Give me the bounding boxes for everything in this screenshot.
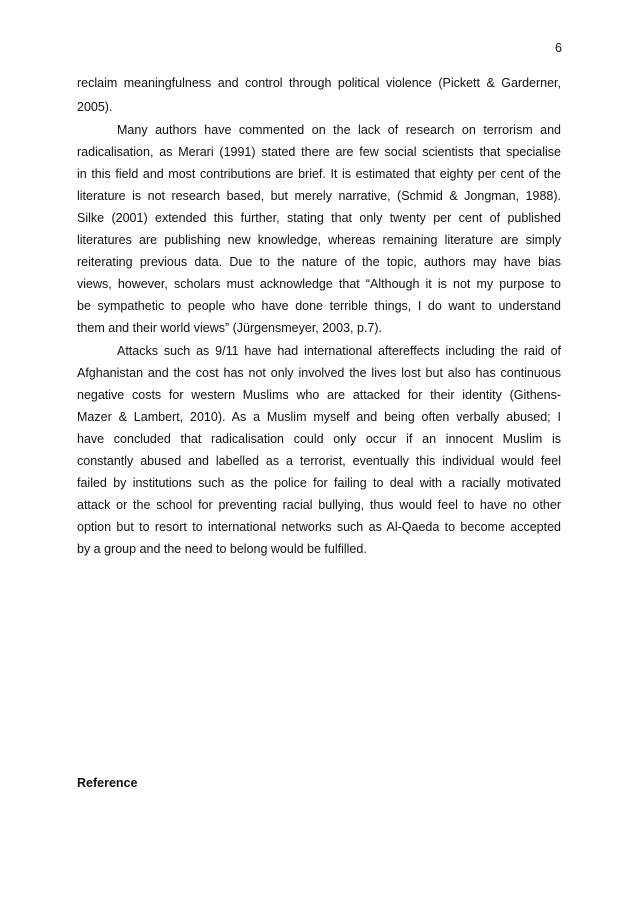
body-text-line: have concluded that radicalisation could only occur if an innocent Muslim is <box>77 432 561 446</box>
body-text-line: views, however, scholars must acknowledge that “Although it is not my purpose to <box>77 277 561 291</box>
body-text-line: radicalisation, as Merari (1991) stated there are few social scientists that specialise <box>77 145 561 159</box>
body-text-line: be sympathetic to people who have done terrible things, I do want to understand <box>77 299 561 313</box>
body-text-line: failed by institutions such as the police for failing to deal with a racially motivated <box>77 476 561 490</box>
page-number: 6 <box>555 41 562 55</box>
body-text-line: in this field and most contributions are brief. It is estimated that eighty per cent of the <box>77 167 561 181</box>
body-text-line: Many authors have commented on the lack of research on terrorism and <box>117 123 561 137</box>
body-text-line: attack or the school for preventing racial bullying, thus would feel to have no other <box>77 498 561 512</box>
body-text-line: Silke (2001) extended this further, stating that only twenty per cent of published <box>77 211 561 225</box>
body-text-line: literatures are publishing new knowledge, whereas remaining literature are simply <box>77 233 561 247</box>
body-text-line: option but to resort to international networks such as Al-Qaeda to become accepted <box>77 520 561 534</box>
body-text-line: Afghanistan and the cost has not only involved the lives lost but also has continuous <box>77 366 561 380</box>
body-text-line: by a group and the need to belong would be fulfilled. <box>77 542 367 556</box>
body-text-line: reclaim meaningfulness and control through political violence (Pickett & Garderner, <box>77 76 561 90</box>
body-text-line: 2005). <box>77 100 113 114</box>
body-text-line: reiterating previous data. Due to the nature of the topic, authors may have bias <box>77 255 561 269</box>
body-text-line: Mazer & Lambert, 2010). As a Muslim myself and being often verbally abused; I <box>77 410 561 424</box>
body-text-line: constantly abused and labelled as a terrorist, eventually this individual would feel <box>77 454 561 468</box>
body-text-line: literature is not research based, but merely narrative, (Schmid & Jongman, 1988). <box>77 189 561 203</box>
body-text-line: Attacks such as 9/11 have had international aftereffects including the raid of <box>117 344 561 358</box>
body-text-line: them and their world views” (Jürgensmeyer, 2003, p.7). <box>77 321 382 335</box>
reference-heading: Reference <box>77 776 138 790</box>
body-text-line: negative costs for western Muslims who are attacked for their identity (Githens- <box>77 388 561 402</box>
